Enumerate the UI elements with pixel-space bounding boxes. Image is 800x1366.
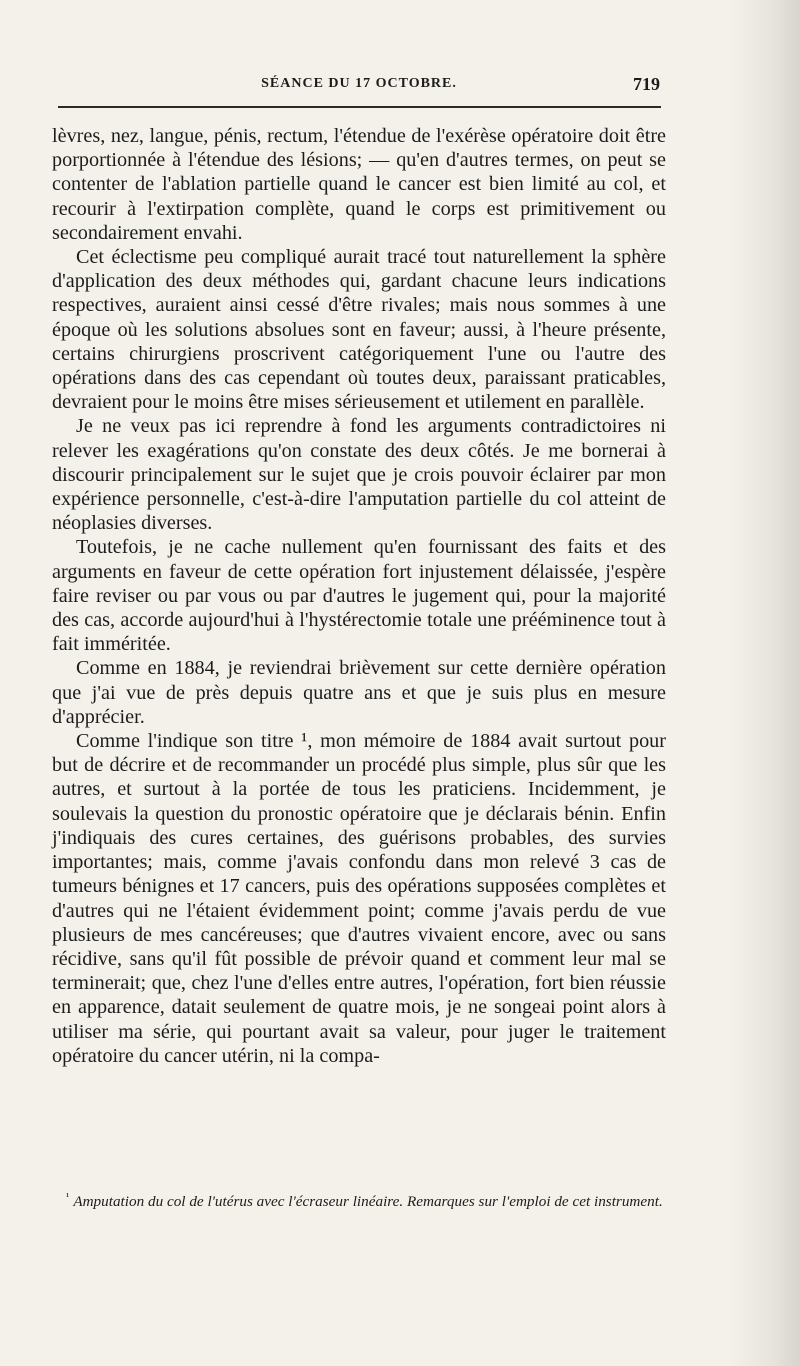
paragraph: lèvres, nez, langue, pénis, rectum, l'étendue de l'exérèse opératoire doit être porportionnée à l'étendue des lésions; — qu'en d'autres termes, on peut se contenter de l'ablation partielle quand le cancer est bien limité au col, et recourir à l'extirpation complète, quand le corps est primitivement ou secondairement envahi. [52,125,666,244]
paragraph: Toutefois, je ne cache nullement qu'en fournissant des faits et des arguments en faveur de cette opération fort injustement délaissée, j'espère faire reviser ou par vous ou par d'autres le jugement qui, pour la majorité des cas, accorde aujourd'hui à l'hystérectomie totale une prééminence tout à fait imméritée. [52,536,666,656]
paragraph: Comme en 1884, je reviendrai brièvement sur cette dernière opération que j'ai vue de près depuis quatre ans et que je suis plus en mesure d'apprécier. [52,657,666,728]
running-title: SÉANCE DU 17 OCTOBRE. [261,76,457,91]
footnote [52,1187,666,1212]
paragraph: Je ne veux pas ici reprendre à fond les arguments contradictoires ni relever les exagérations qu'on constate des deux côtés. Je me bornerai à discourir principalement sur le sujet que je crois pouvoir éclairer par mon expérience personnelle, c'est-à-dire l'amputation partielle du col atteint de néoplasies diverses. [52,415,666,535]
paragraph: Comme l'indique son titre ¹, mon mémoire de 1884 avait surtout pour but de décrire et de recommander un procédé plus simple, plus sûr que les autres, et surtout à la portée de tous les praticiens. Incidemment, je soulevais la question du pronostic opératoire que je déclarais bénin. Enfin j'indiquais des cures certaines, des guérisons probables, des survies importantes; mais, comme j'avais confondu dans mon relevé 3 cas de tumeurs bénignes et 17 cancers, puis des opérations supposées complètes et d'autres qui ne l'étaient évidemment point; comme j'avais perdu de vue plusieurs de mes cancéreuses; que d'autres vivaient encore, avec ou sans récidive, sans qu'il fût possible de prévoir quand et comment leur mal se terminerait; que, chez l'une d'elles entre autres, l'opération, fort bien réussie en apparence, datait seulement de quatre mois, je ne songeai point alors à utiliser ma série, qui pourtant avait sa valeur, pour juger le traitement opératoire du cancer utérin, ni la compa- [52,730,666,1067]
footnote-marker: ¹ [66,1191,70,1203]
paragraph: Cet éclectisme peu compliqué aurait tracé tout naturellement la sphère d'application des deux méthodes qui, gardant chacune leurs indications respectives, auraient ainsi cessé d'être rivales; mais nous sommes à une époque où les solutions absolues sont en faveur; aussi, à l'heure présente, certains chirurgiens proscrivent catégoriquement l'une ou l'autre des opérations dans des cas cependant où toutes deux, paraissant praticables, devraient pour le moins être mises sérieusement et utilement en parallèle. [52,246,666,414]
running-header [52,76,666,100]
page-edge-shading [730,0,800,1366]
body-text [52,124,666,1068]
page-number: 719 [633,74,660,94]
header-rule [58,106,661,108]
footnote-text: Amputation du col de l'utérus avec l'écraseur linéaire. Remarques sur l'emploi de cet instrument. [73,1193,663,1211]
